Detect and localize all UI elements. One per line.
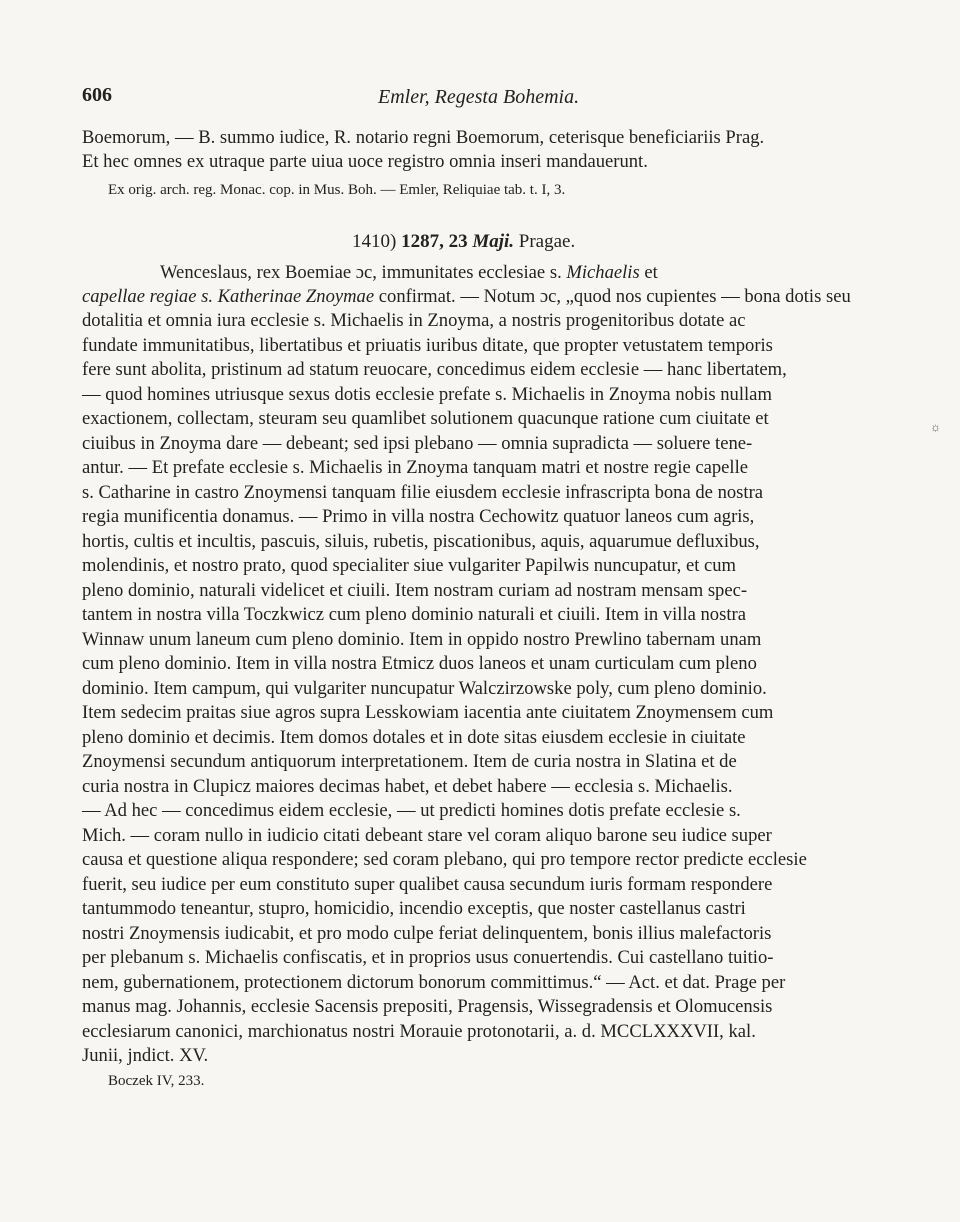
body-line: Znoymensi secundum antiquorum interpretationem. Item de curia nostra in Slatina et de bbox=[82, 751, 737, 772]
body-line: exactionem, collectam, steuram seu quamlibet solutionem quacunque ratione cum ciuitate et bbox=[82, 408, 769, 429]
body-line: — quod homines utriusque sexus dotis ecclesie prefate s. Michaelis in Znoyma nobis nullam bbox=[82, 383, 772, 405]
body-line: curia nostra in Clupicz maiores decimas habet, et debet habere — ecclesia s. Michaelis. bbox=[82, 775, 733, 797]
body-line: Mich. — coram nullo in iudicio citati debeant stare vel coram aliquo barone seu iudice super bbox=[82, 824, 772, 846]
body-line: per plebanum s. Michaelis confiscatis, et in proprios usus conuertendis. Cui castellano tuitio- bbox=[82, 947, 774, 968]
body-line: tantummodo teneantur, stupro, homicidio, incendio exceptis, que noster castellanus castri bbox=[82, 898, 746, 919]
body-line: fundate immunitatibus, libertatibus et priuatis iuribus ditate, que propter vetustatem temporis bbox=[82, 334, 773, 356]
body-line: ciuibus in Znoyma dare — debeant; sed ipsi plebano — omnia supradicta — soluere tene- bbox=[82, 432, 753, 454]
preamble-line: Et hec omnes ex utraque parte uiua uoce registro omnia inseri mandauerunt. bbox=[82, 151, 648, 172]
body-line: Winnaw unum laneum cum pleno dominio. Item in oppido nostro Prewlino tabernam unam bbox=[82, 628, 762, 650]
body-line: hortis, cultis et incultis, pascuis, siluis, rubetis, piscationibus, aquis, aquarumue defluxibus, bbox=[82, 530, 760, 552]
body-line: causa et questione aliqua respondere; sed coram plebano, qui pro tempore rector predicte ecclesie bbox=[82, 849, 807, 870]
body-line: regia munificentia donamus. — Primo in villa nostra Cechowitz quatuor laneos cum agris, bbox=[82, 506, 755, 527]
summary-lead: Wenceslaus, rex Boemiae ɔc, immunitates ecclesiae s. bbox=[160, 262, 562, 283]
body-line: fuerit, seu iudice per eum constituto super qualibet causa secundum iuris formam respondere bbox=[82, 873, 773, 895]
page-number: 606 bbox=[82, 84, 112, 106]
body-line: molendinis, et nostro prato, quod specialiter siue vulgariter Papilwis nuncupatur, et cum bbox=[82, 555, 737, 576]
body-line: cum pleno dominio. Item in villa nostra Etmicz duos laneos et unam curticulam cum pleno bbox=[82, 653, 757, 674]
body-line: fere sunt abolita, pristinum ad statum reuocare, concedimus eidem ecclesie — hanc libertatem, bbox=[82, 359, 787, 380]
entry-source-note: Boczek IV, 233. bbox=[108, 1073, 205, 1089]
body-line: Item sedecim praitas siue agros supra Lesskowiam iacentia ante ciuitatem Znoymensem cum bbox=[82, 702, 774, 723]
body-line: pleno dominio, naturali videlicet et ciuili. Item nostram curiam ad nostram mensam spec- bbox=[82, 579, 748, 601]
body-line: antur. — Et prefate ecclesie s. Michaelis in Znoyma tanquam matri et nostre regie capelle bbox=[82, 457, 749, 478]
body-line: manus mag. Johannis, ecclesie Sacensis prepositi, Pragensis, Wissegradensis et Olomucensis bbox=[82, 996, 773, 1017]
body-line: ecclesiarum canonici, marchionatus nostri Morauie protonotarii, a. d. MCCLXXXVII, kal. bbox=[82, 1020, 756, 1042]
body-line: dotalitia et omnia iura ecclesie s. Michaelis in Znoyma, a nostris progenitoribus dotate ac bbox=[82, 310, 746, 331]
body-line: nostri Znoymensis iudicabit, et pro modo culpe feriat delinquentem, bonis illius malefactoris bbox=[82, 922, 772, 944]
entry-heading bbox=[352, 231, 575, 253]
preamble-line: Boemorum, — B. summo iudice, R. notario regni Boemorum, ceterisque beneficiariis Prag. bbox=[82, 127, 765, 148]
body-line: — Ad hec — concedimus eidem ecclesie, — ut predicti homines dotis prefate ecclesie s. bbox=[82, 800, 741, 821]
body-line: nem, gubernationem, protectionem dictorum bonorum committimus.“ — Act. et dat. Prage per bbox=[82, 971, 786, 993]
body-line: dominio. Item campum, qui vulgariter nuncupatur Walczirzowske poly, cum pleno dominio. bbox=[82, 677, 767, 699]
page-header bbox=[82, 84, 882, 114]
summary-end: confirmat. — Notum ɔc, „quod nos cupientes — bona dotis seu bbox=[378, 286, 851, 307]
body-line: s. Catharine in castro Znoymensi tanquam filie eiusdem ecclesie infrascripta bona de nostra bbox=[82, 481, 764, 503]
summary-mid: et bbox=[644, 262, 658, 283]
margin-mark: ☼ bbox=[930, 420, 941, 434]
body-line: Junii, jndict. XV. bbox=[82, 1045, 209, 1066]
entry-place: Pragae. bbox=[518, 231, 576, 252]
summary-line-2 bbox=[82, 286, 862, 308]
source-note: Ex orig. arch. reg. Monac. cop. in Mus. Boh. — Emler, Reliquiae tab. t. I, 3. bbox=[108, 182, 566, 198]
entry-date: 1287, 23 bbox=[401, 231, 468, 252]
entry-number: 1410) bbox=[352, 231, 397, 252]
running-title: Emler, Regesta Bohemia. bbox=[378, 86, 580, 108]
body-line: pleno dominio et decimis. Item domos dotales et in dote sitas eiusdem ecclesie in ciuitate bbox=[82, 726, 746, 748]
summary-italic: Michaelis bbox=[566, 262, 640, 283]
entry-month: Maji. bbox=[472, 231, 515, 252]
summary-line-1 bbox=[160, 262, 862, 284]
summary-italic: capellae regiae s. Katherinae Znoymae bbox=[82, 286, 375, 307]
body-line: tantem in nostra villa Toczkwicz cum pleno dominio naturali et ciuili. Item in villa nostra bbox=[82, 604, 746, 625]
